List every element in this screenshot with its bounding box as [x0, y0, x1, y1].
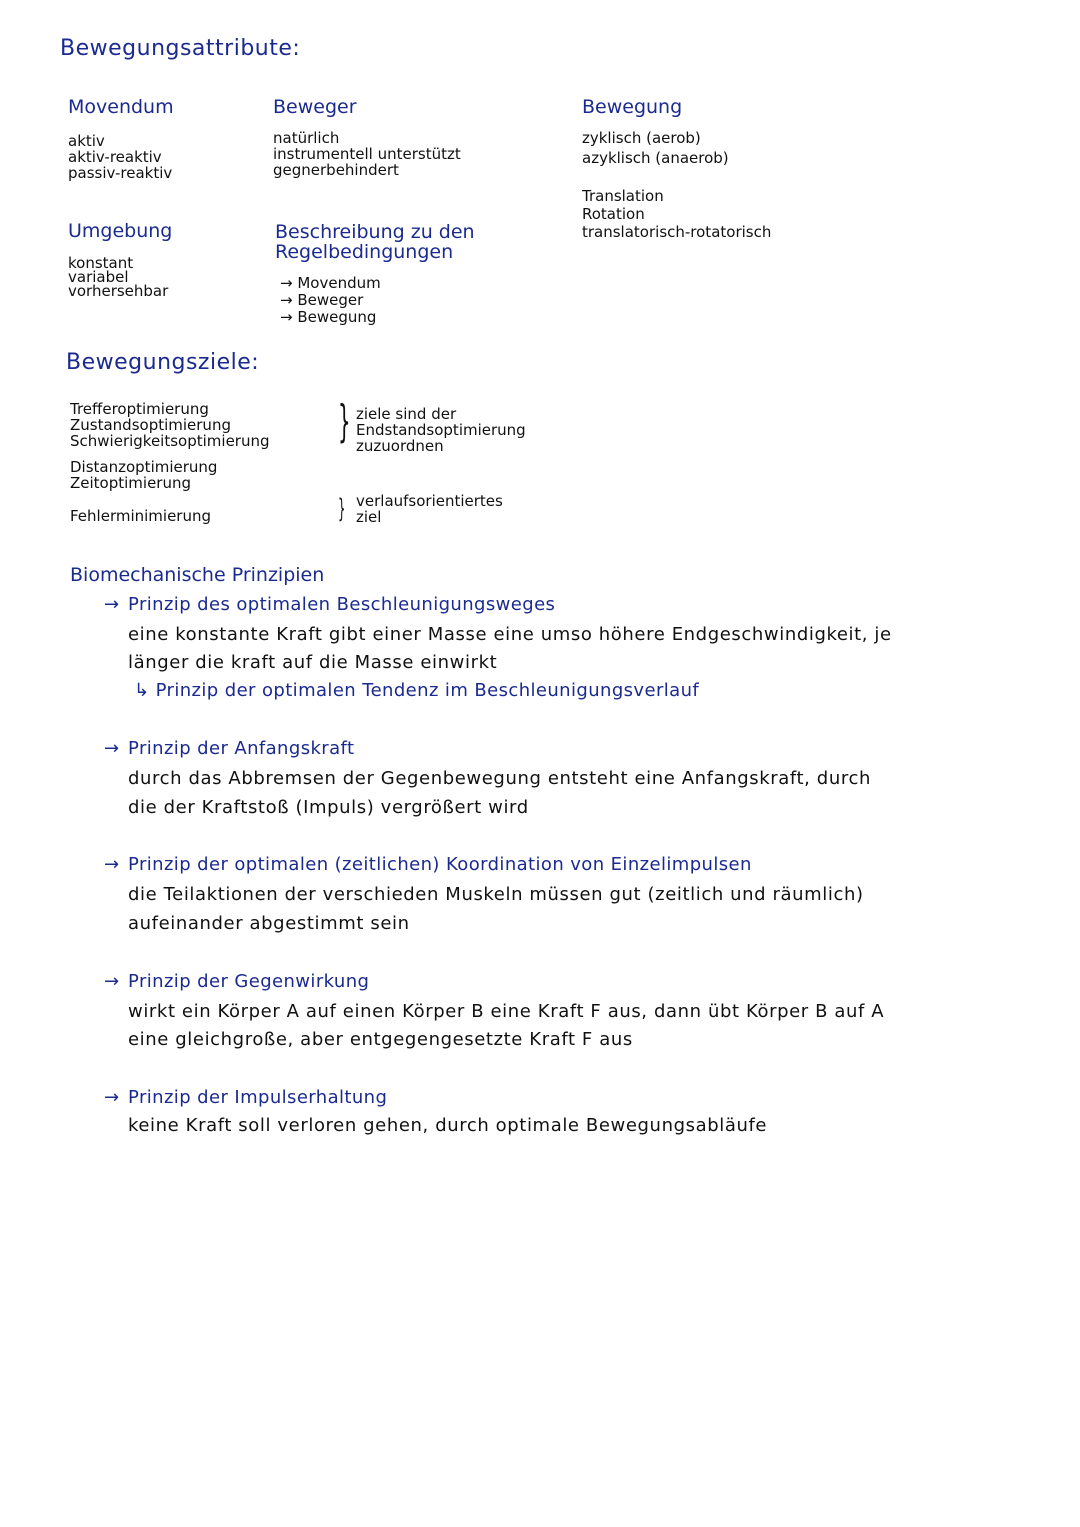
principle-text: die der Kraftstoß (Impuls) vergrößert wird [128, 797, 529, 818]
list-item: Zeitoptimierung [70, 474, 192, 492]
beschreibung-heading-line2: Regelbedingungen [275, 241, 454, 263]
list-item: Schwierigkeitsoptimierung [70, 432, 270, 450]
note-line: verlaufsorientiertes [356, 492, 503, 510]
principle-text: wirkt ein Körper A auf einen Körper B eine Kraft F aus, dann übt Körper B auf A [128, 1001, 885, 1022]
principle-text: aufeinander abgestimmt sein [128, 913, 410, 934]
beweger-heading: Beweger [273, 96, 357, 118]
list-item: gegnerbehindert [273, 161, 399, 179]
list-item: Translation [582, 187, 664, 205]
umgebung-list [68, 256, 168, 300]
goals-group3: Fehlerminimierung [70, 507, 212, 525]
list-item: variabel [68, 268, 129, 286]
list-item: translatorisch-rotatorisch [582, 223, 772, 241]
list-item: Distanzoptimierung [70, 458, 218, 476]
bewegung-list-a [582, 131, 729, 167]
principle-heading: → Prinzip des optimalen Beschleunigungsweges [104, 594, 556, 615]
list-item: Trefferoptimierung [70, 400, 209, 418]
list-item: zyklisch (aerob) [582, 129, 701, 147]
brace-icon: } [338, 494, 346, 524]
bewegung-heading: Bewegung [582, 96, 683, 118]
list-item: Rotation [582, 205, 645, 223]
list-item: → Movendum [280, 274, 381, 292]
goals-group3-note [356, 494, 503, 526]
arrow-icon: → [280, 308, 298, 326]
note-line: zuzuordnen [356, 437, 444, 455]
goals-group1-note [356, 407, 526, 455]
arrow-icon: → [104, 738, 120, 759]
principle-text: durch das Abbremsen der Gegenbewegung entsteht eine Anfangskraft, durch [128, 768, 871, 789]
list-item: vorhersehbar [68, 282, 169, 300]
principle-heading: → Prinzip der Impulserhaltung [104, 1087, 388, 1108]
page-title: Bewegungsattribute: [60, 36, 301, 61]
goals-title: Bewegungsziele: [66, 350, 260, 375]
principle-text: keine Kraft soll verloren gehen, durch optimale Bewegungsabläufe [128, 1115, 768, 1136]
list-item: konstant [68, 254, 134, 272]
list-item: instrumentell unterstützt [273, 145, 461, 163]
beschreibung-heading [275, 222, 475, 262]
list-item: → Beweger [280, 291, 364, 309]
principle-text: eine gleichgroße, aber entgegengesetzte Kraft F aus [128, 1029, 633, 1050]
principle-heading: → Prinzip der Anfangskraft [104, 738, 355, 759]
list-item: → Bewegung [280, 308, 377, 326]
goals-group1 [70, 402, 270, 450]
principle-text: eine konstante Kraft gibt einer Masse eine umso höhere Endgeschwindigkeit, je [128, 624, 892, 645]
note-line: Endstandsoptimierung [356, 421, 526, 439]
note-line: ziele sind der [356, 405, 457, 423]
list-item: natürlich [273, 129, 340, 147]
arrow-icon: → [280, 291, 298, 309]
list-item: aktiv-reaktiv [68, 148, 162, 166]
arrow-icon: → [104, 594, 120, 615]
brace-icon: } [338, 396, 351, 447]
principle-heading: → Prinzip der optimalen (zeitlichen) Koordination von Einzelimpulsen [104, 854, 752, 875]
principle-text: die Teilaktionen der verschieden Muskeln müssen gut (zeitlich und räumlich) [128, 884, 864, 905]
beschreibung-heading-line1: Beschreibung zu den [275, 221, 475, 243]
principle-subpoint: ↳ Prinzip der optimalen Tendenz im Beschleunigungsverlauf [134, 680, 700, 701]
principle-text: länger die kraft auf die Masse einwirkt [128, 652, 498, 673]
beweger-list [273, 131, 461, 179]
list-item: Zustandsoptimierung [70, 416, 231, 434]
movendum-list [68, 134, 172, 182]
arrow-icon: → [104, 1087, 120, 1108]
list-item: aktiv [68, 132, 105, 150]
list-item: passiv-reaktiv [68, 164, 173, 182]
arrow-icon: → [104, 971, 120, 992]
umgebung-heading: Umgebung [68, 220, 173, 242]
list-item: azyklisch (anaerob) [582, 149, 729, 167]
movendum-heading: Movendum [68, 96, 174, 118]
note-line: ziel [356, 508, 382, 526]
bewegung-list-b [582, 189, 771, 241]
principle-heading: → Prinzip der Gegenwirkung [104, 971, 370, 992]
principles-title: Biomechanische Prinzipien [70, 564, 325, 586]
arrow-icon: → [280, 274, 298, 292]
goals-group2 [70, 460, 217, 492]
beschreibung-list [280, 276, 381, 326]
arrow-icon: → [104, 854, 120, 875]
